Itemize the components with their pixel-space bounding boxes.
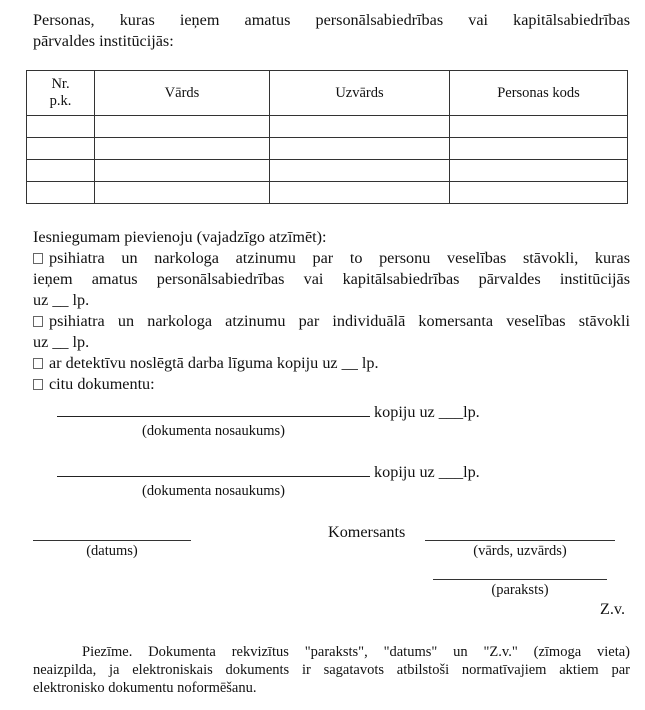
attachment-item-psychiatrist-merchant: psihiatra un narkologa atzinumu par individuālā komersanta veselības stāvokli — [33, 311, 630, 332]
checkbox[interactable] — [33, 253, 43, 264]
table-row — [27, 182, 628, 204]
attachment-item-pages: uz __ lp. — [33, 333, 90, 351]
cell-last-name[interactable] — [270, 182, 450, 204]
table-row — [27, 116, 628, 138]
persons-table — [26, 70, 628, 204]
table-row — [27, 138, 628, 160]
note-paragraph — [33, 643, 630, 697]
cell-personal-code[interactable] — [450, 160, 628, 182]
cell-first-name[interactable] — [95, 160, 270, 182]
cell-nr[interactable] — [27, 182, 95, 204]
date-caption: (datums) — [86, 543, 138, 559]
cell-last-name[interactable] — [270, 160, 450, 182]
attachments-section — [33, 227, 630, 395]
stamp-place-label: Z.v. — [600, 600, 626, 618]
cell-nr[interactable] — [27, 138, 95, 160]
attachment-item-pages: uz __ lp. — [33, 291, 90, 309]
document-name-caption: (dokumenta nosaukums) — [142, 483, 285, 499]
other-document-row — [57, 461, 507, 483]
cell-last-name[interactable] — [270, 138, 450, 160]
cell-personal-code[interactable] — [450, 138, 628, 160]
document-pages-text: kopiju uz ___lp. — [374, 403, 480, 421]
other-document-row — [57, 401, 507, 423]
merchant-name-caption: (vārds, uzvārds) — [473, 543, 567, 559]
header-nr: Nr. p.k. — [27, 71, 95, 116]
signature-field[interactable] — [433, 579, 607, 580]
table-row — [27, 160, 628, 182]
checkbox[interactable] — [33, 358, 43, 369]
attachment-item-detective-contract: ar detektīvu noslēgtā darba līguma kopiju uz __ lp. — [33, 353, 630, 374]
checkbox[interactable] — [33, 316, 43, 327]
note-line-1: Piezīme. Dokumenta rekvizītus "paraksts", "datums" un "Z.v." (zīmoga vieta) — [82, 644, 630, 660]
document-pages-text: kopiju uz ___lp. — [374, 463, 480, 481]
document-name-caption: (dokumenta nosaukums) — [142, 423, 285, 439]
cell-first-name[interactable] — [95, 138, 270, 160]
signature-caption: (paraksts) — [491, 582, 549, 598]
cell-nr[interactable] — [27, 160, 95, 182]
note-line-3: elektronisko dokumentu noformēšanu. — [33, 680, 257, 696]
intro-paragraph — [33, 10, 630, 52]
cell-personal-code[interactable] — [450, 116, 628, 138]
cell-personal-code[interactable] — [450, 182, 628, 204]
cell-last-name[interactable] — [270, 116, 450, 138]
header-last-name: Uzvārds — [270, 71, 450, 116]
cell-first-name[interactable] — [95, 116, 270, 138]
attachment-item-text: ieņem amatus personālsabiedrības vai kapitālsabiedrības pārvaldes institūcijās — [33, 270, 630, 288]
attachments-heading: Iesniegumam pievienoju (vajadzīgo atzīmēt): — [33, 228, 327, 246]
date-field[interactable] — [33, 540, 191, 541]
cell-first-name[interactable] — [95, 182, 270, 204]
document-name-field[interactable] — [57, 461, 370, 477]
header-personal-code: Personas kods — [450, 71, 628, 116]
attachment-item-psychiatrist-persons: psihiatra un narkologa atzinumu par to personu veselības stāvokli, kuras — [33, 248, 630, 269]
document-name-field[interactable] — [57, 401, 370, 417]
intro-line-1: Personas, kuras ieņem amatus personālsabiedrības vai kapitālsabiedrības — [33, 11, 630, 29]
cell-nr[interactable] — [27, 116, 95, 138]
table-header-row — [27, 71, 628, 116]
note-line-2: neaizpilda, ja elektroniskais dokuments ir sagatavots atbilstoši normatīvajiem aktiem par — [33, 662, 630, 678]
merchant-label: Komersants — [328, 523, 406, 541]
merchant-name-field[interactable] — [425, 540, 615, 541]
header-first-name: Vārds — [95, 71, 270, 116]
intro-line-2: pārvaldes institūcijās: — [33, 32, 174, 50]
checkbox[interactable] — [33, 379, 43, 390]
attachment-item-other-document: citu dokumentu: — [33, 374, 630, 395]
